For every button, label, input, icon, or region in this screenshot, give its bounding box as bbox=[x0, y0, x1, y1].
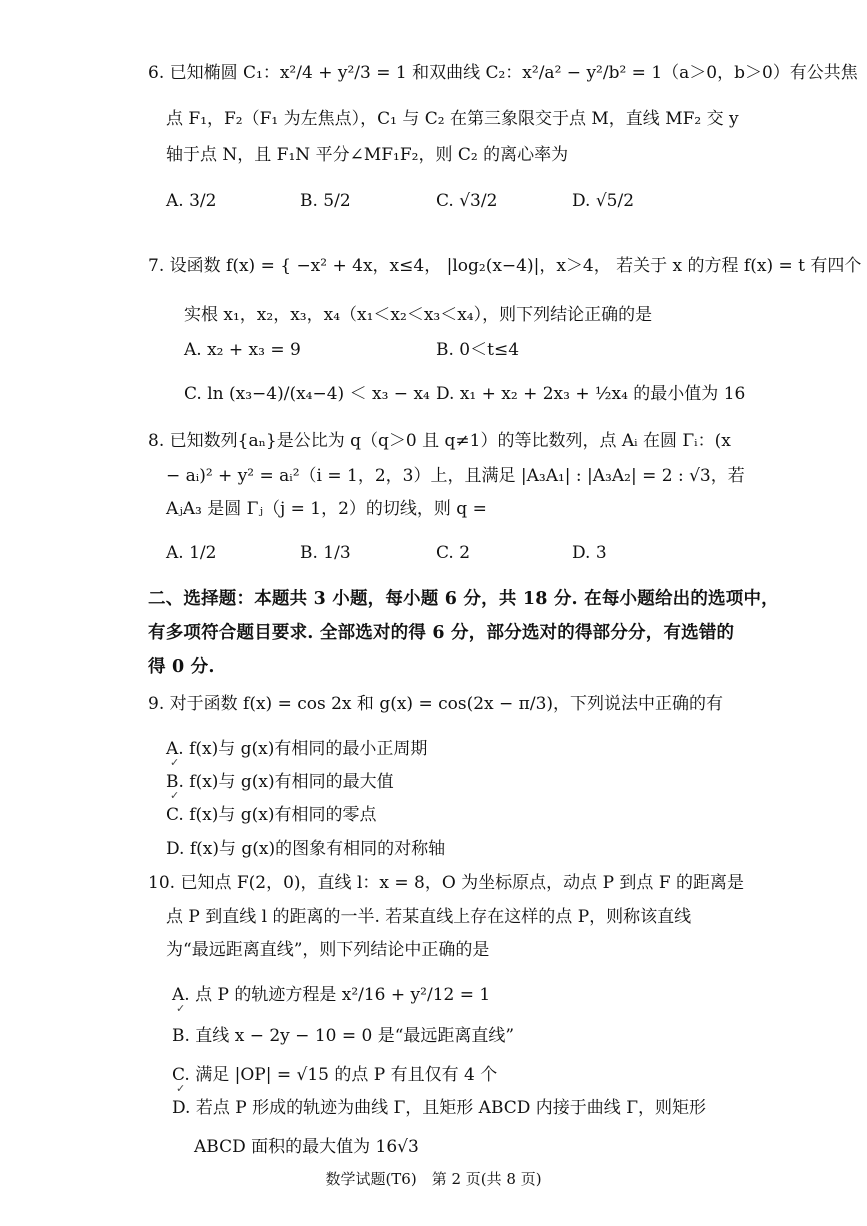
check-mark-icon: ✓ bbox=[170, 789, 180, 802]
q6-line2: 点 F₁，F₂（F₁ 为左焦点），C₁ 与 C₂ 在第三象限交于点 M，直线 MF₂ 交 y bbox=[166, 109, 739, 129]
section2-line2: 有多项符合题目要求. 全部选对的得 6 分，部分选对的得部分分，有选错的 bbox=[148, 623, 735, 643]
q10-option-d-continuation: ABCD 面积的最大值为 16√3 bbox=[194, 1137, 419, 1157]
q9-option-d: D. f(x)与 g(x)的图象有相同的对称轴 bbox=[166, 839, 446, 859]
q6-line1: 6. 已知椭圆 C₁：x²/4 + y²/3 = 1 和双曲线 C₂：x²/a² − y²/b² = 1（a＞0，b＞0）有公共焦 bbox=[148, 63, 858, 83]
check-mark-icon: ✓ bbox=[176, 1082, 186, 1095]
q7-option-d: D. x₁ + x₂ + 2x₃ + ½x₄ 的最小值为 16 bbox=[436, 384, 746, 404]
q7-option-c: C. ln (x₃−4)/(x₄−4) ＜ x₃ − x₄ bbox=[184, 384, 430, 404]
q10-option-c: C. 满足 |OP| = √15 的点 P 有且仅有 4 个 bbox=[172, 1065, 498, 1085]
q8-line3: AⱼA₃ 是圆 Γⱼ（j = 1，2）的切线，则 q = bbox=[166, 499, 487, 519]
section2-line1: 二、选择题：本题共 3 小题，每小题 6 分，共 18 分. 在每小题给出的选项中， bbox=[148, 589, 779, 609]
section2-line3: 得 0 分. bbox=[148, 657, 215, 677]
q7-option-a: A. x₂ + x₃ = 9 bbox=[184, 340, 301, 360]
page-footer: 数学试题(T6) 第 2 页(共 8 页) bbox=[325, 1170, 542, 1188]
q8-line1: 8. 已知数列{aₙ}是公比为 q（q＞0 且 q≠1）的等比数列，点 Aᵢ 在圆 Γᵢ：(x bbox=[148, 431, 731, 451]
check-mark-icon: ✓ bbox=[170, 756, 180, 769]
q6-option-d: D. √5/2 bbox=[572, 191, 635, 211]
q8-option-c: C. 2 bbox=[436, 543, 471, 563]
q7-line2: 实根 x₁，x₂，x₃，x₄（x₁＜x₂＜x₃＜x₄），则下列结论正确的是 bbox=[184, 305, 653, 325]
q8-option-d: D. 3 bbox=[572, 543, 607, 563]
q10-option-a: A. 点 P 的轨迹方程是 x²/16 + y²/12 = 1 bbox=[172, 985, 491, 1005]
q6-option-b: B. 5/2 bbox=[300, 191, 351, 211]
check-mark-icon: ✓ bbox=[176, 1002, 186, 1015]
q8-option-a: A. 1/2 bbox=[166, 543, 217, 563]
q9-line1: 9. 对于函数 f(x) = cos 2x 和 g(x) = cos(2x − π/3)，下列说法中正确的有 bbox=[148, 694, 724, 714]
q10-line1: 10. 已知点 F(2，0)，直线 l：x = 8，O 为坐标原点，动点 P 到点 F 的距离是 bbox=[148, 873, 745, 893]
q10-line2: 点 P 到直线 l 的距离的一半. 若某直线上存在这样的点 P，则称该直线 bbox=[166, 907, 692, 927]
q6-option-c: C. √3/2 bbox=[436, 191, 498, 211]
q9-option-a: A. f(x)与 g(x)有相同的最小正周期 bbox=[166, 739, 428, 759]
q10-line3: 为“最远距离直线”，则下列结论中正确的是 bbox=[166, 940, 490, 960]
q10-option-b: B. 直线 x − 2y − 10 = 0 是“最远距离直线” bbox=[172, 1026, 515, 1046]
q9-option-b: B. f(x)与 g(x)有相同的最大值 bbox=[166, 772, 394, 792]
q7-line1: 7. 设函数 f(x) = { −x² + 4x，x≤4， |log₂(x−4)|，x＞4， 若关于 x 的方程 f(x) = t 有四个 bbox=[148, 256, 862, 276]
q6-line3: 轴于点 N，且 F₁N 平分∠MF₁F₂，则 C₂ 的离心率为 bbox=[166, 145, 569, 165]
q8-line2: − aᵢ)² + y² = aᵢ²（i = 1，2，3）上，且满足 |A₃A₁| : |A₃A₂| = 2 : √3，若 bbox=[166, 466, 745, 486]
q8-option-b: B. 1/3 bbox=[300, 543, 351, 563]
q6-option-a: A. 3/2 bbox=[166, 191, 217, 211]
q9-option-c: C. f(x)与 g(x)有相同的零点 bbox=[166, 805, 377, 825]
q7-option-b: B. 0＜t≤4 bbox=[436, 340, 520, 360]
q10-option-d: D. 若点 P 形成的轨迹为曲线 Γ，且矩形 ABCD 内接于曲线 Γ，则矩形 bbox=[172, 1098, 707, 1118]
